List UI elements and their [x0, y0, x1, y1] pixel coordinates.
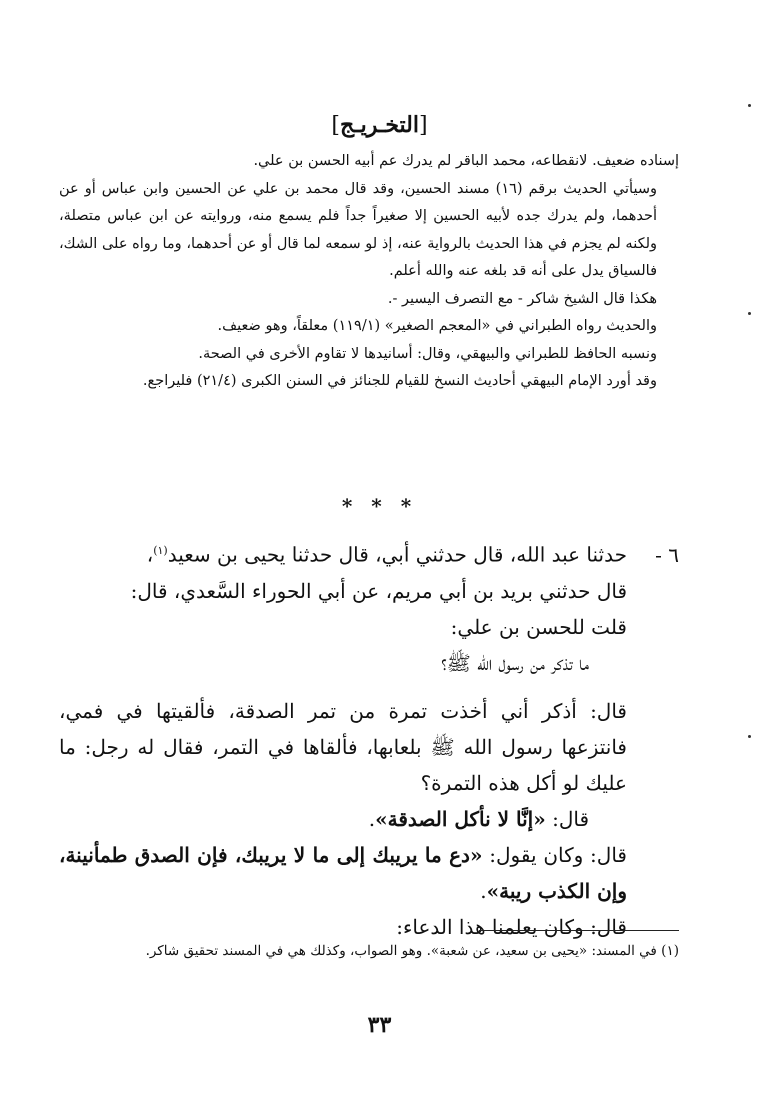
- scan-speck: [748, 104, 751, 107]
- hadith-answer-end: .: [368, 806, 376, 831]
- takhrij-paragraph: وقد أورد الإمام البيهقي أحاديث النسخ للقيام للجنائز في السنن الكبرى (٢١/٤) فليراجع.: [142, 373, 657, 389]
- heading-close-bracket: ]: [331, 113, 340, 138]
- footnote-section: [59, 940, 679, 962]
- hadith-answer-intro: قال: وكان يقول:: [482, 842, 627, 867]
- hadith-answer: قال: وكان يعلمنا هذا الدعاء:: [396, 914, 627, 939]
- takhrij-paragraph: وسيأتي الحديث برقم (١٦) مسند الحسين، وقد قال محمد بن علي عن الحسين وابن عباس أو عن أحدهما، ولم يدرك جده لأبيه الحسين إلا صغيراً جداً فلم يسمع منه، وروايته عن ابن عباس متصلة، ولكنه لم يجزم في هذا الحديث بالرواية عنه، إذ لو سمعه لما قال أو عن أحدهما، وما رواه على الشك، فالسياق يدل على أنه قد بلغه عنه والله أعلم.: [59, 180, 657, 279]
- hadith-isnad-line: قلت للحسن بن علي:: [450, 614, 627, 639]
- hadith-number: ٦ -: [655, 542, 679, 567]
- hadith-isnad-comma: ،: [146, 542, 154, 567]
- hadith-answer-end: .: [480, 878, 487, 903]
- hadith-prophetic-quote: «إنَّا لا نأكل الصدقة»: [375, 806, 546, 831]
- hadith-isnad-text: حدثنا عبد الله، قال حدثني أبي، قال حدثنا يحيى بن سعيد: [167, 542, 627, 567]
- takhrij-paragraph: ونسبه الحافظ للطبراني والبيهقي، وقال: أسانيدها لا تقاوم الأخرى في الصحة.: [198, 345, 657, 362]
- heading-open-bracket: [: [419, 113, 428, 138]
- takhrij-paragraph: والحديث رواه الطبراني في «المعجم الصغير» (١١٩/١) معلقاً، وهو ضعيف.: [217, 318, 657, 334]
- hadith-question: ما تذكر من رسول الله ﷺ؟: [441, 650, 589, 675]
- hadith-answer-intro: قال:: [545, 806, 589, 831]
- scan-speck: [748, 735, 751, 738]
- section-separator: * * *: [341, 494, 418, 518]
- hadith-answer: [59, 837, 679, 909]
- page-number: ٣٣: [367, 1012, 392, 1038]
- hadith-section: [59, 533, 679, 945]
- takhrij-paragraph: هكذا قال الشيخ شاكر - مع التصرف اليسير -.: [387, 290, 657, 307]
- hadith-prophetic-quote: «دع ما يريبك إلى ما لا يريبك، فإن الصدق طمأنينة، وإن الكذب ريبة»: [59, 842, 627, 903]
- takhrij-section: [59, 148, 679, 396]
- takhrij-paragraph: إسناده ضعيف. لانقطاعه، محمد الباقر لم يدرك عم أبيه الحسن بن علي.: [253, 153, 679, 169]
- hadith-isnad-line: قال حدثني بريد بن أبي مريم، عن أبي الحوراء السَّعدي، قال:: [130, 578, 627, 603]
- hadith-answer: [59, 801, 679, 837]
- footnote-text: (١) في المسند: «يحيى بن سعيد، عن شعبة». وهو الصواب، وكذلك هي في المسند تحقيق شاكر.: [145, 943, 679, 959]
- footnote-divider: [479, 930, 679, 931]
- heading-text: التخـريـج: [339, 112, 419, 138]
- hadith-answer: قال: أذكر أني أخذت تمرة من تمر الصدقة، فألقيتها في فمي، فانتزعها رسول الله ﷺ بلعابها، فألقاها في التمر، فقال له رجل: ما عليك لو أكل هذه التمرة؟: [59, 698, 627, 795]
- footnote-reference[interactable]: (١): [153, 544, 168, 557]
- hadith-isnad-line: [59, 533, 679, 573]
- scan-speck: [748, 312, 751, 315]
- section-heading: [0, 110, 759, 141]
